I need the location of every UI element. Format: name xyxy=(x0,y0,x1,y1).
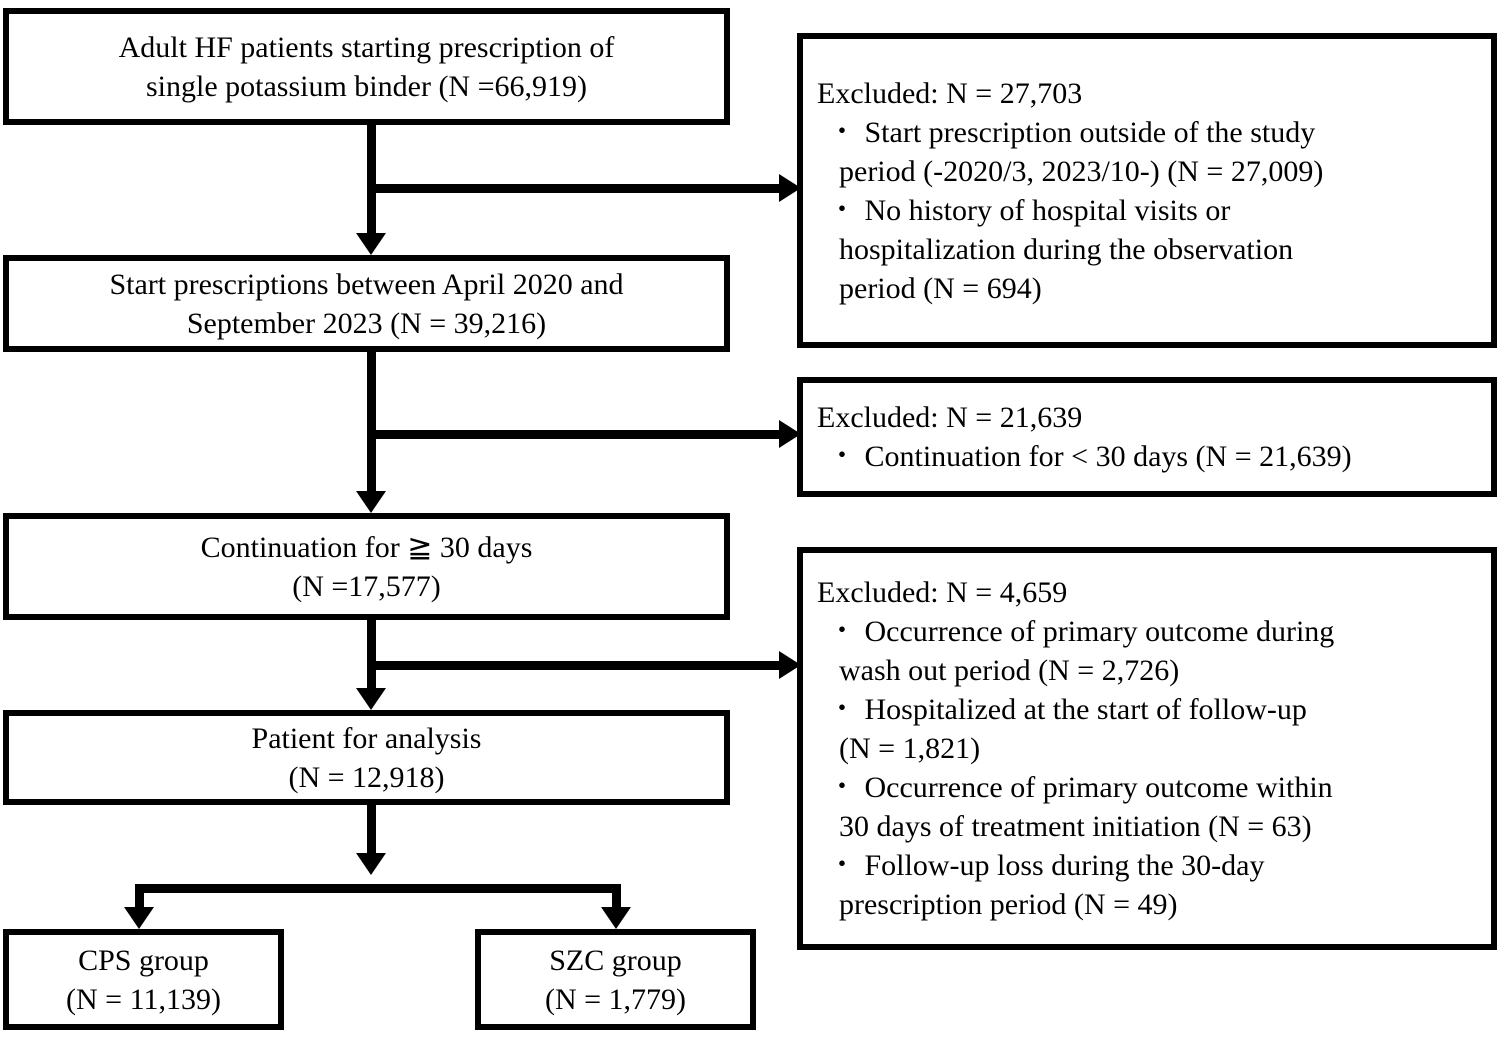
exclusion-bullet-continuation: 30 days of treatment initiation (N = 63) xyxy=(839,810,1312,843)
connector-arrow-right-3 xyxy=(779,651,801,679)
flow-box-line: (N = 12,918) xyxy=(288,760,445,794)
group-box-line: SZC group xyxy=(549,943,682,977)
exclusion-bullet xyxy=(803,191,1230,230)
connector-branch-2 xyxy=(367,430,779,439)
bullet-glyph: ・ xyxy=(827,193,857,227)
exclusion-heading: Excluded: N = 4,659 xyxy=(817,576,1068,609)
bullet-glyph: ・ xyxy=(827,693,857,726)
exclusion-bullet-continuation: wash out period (N = 2,726) xyxy=(839,654,1180,687)
exclusion-heading: Excluded: N = 27,703 xyxy=(817,76,1083,110)
connector-arrow-down-szc xyxy=(601,907,631,929)
connector-arrow-down-1 xyxy=(356,233,386,255)
connector-trunk-2 xyxy=(367,352,376,491)
bullet-glyph: ・ xyxy=(827,440,857,473)
group-box-line: (N = 11,139) xyxy=(66,982,221,1016)
connector-branch-1 xyxy=(367,184,779,193)
exclusion-bullet-continuation: period (-2020/3, 2023/10-) (N = 27,009) xyxy=(839,154,1324,188)
exclusion-bullet-text: Follow-up loss during the 30-day xyxy=(864,849,1265,882)
exclusion-box-2 xyxy=(797,377,1497,497)
group-box-line: CPS group xyxy=(78,943,209,977)
group-box-cps xyxy=(3,929,284,1030)
flow-box-cohort-source xyxy=(3,8,730,125)
flow-box-line: Patient for analysis xyxy=(251,721,482,755)
flow-box-study-period xyxy=(3,255,730,352)
exclusion-box-3 xyxy=(797,547,1497,950)
flow-box-line: Adult HF patients starting prescription of xyxy=(118,30,615,64)
group-box-szc xyxy=(475,929,756,1030)
exclusion-bullet-text: No history of hospital visits or xyxy=(864,193,1231,227)
bullet-glyph: ・ xyxy=(827,849,857,882)
connector-trunk-3 xyxy=(367,620,376,688)
connector-arrow-down-3 xyxy=(356,688,386,710)
group-box-line: (N = 1,779) xyxy=(544,982,687,1016)
connector-branch-3 xyxy=(367,661,779,670)
flow-box-line: Continuation for ≧ 30 days xyxy=(200,530,533,564)
connector-split-bar xyxy=(135,884,621,893)
exclusion-heading: Excluded: N = 21,639 xyxy=(817,401,1083,434)
bullet-glyph: ・ xyxy=(827,115,857,149)
exclusion-bullet xyxy=(803,612,1334,651)
exclusion-bullet xyxy=(803,113,1315,152)
bullet-glyph: ・ xyxy=(827,615,857,648)
exclusion-bullet xyxy=(803,768,1333,807)
flow-box-line: September 2023 (N = 39,216) xyxy=(186,306,547,340)
exclusion-bullet-continuation: period (N = 694) xyxy=(839,271,1042,305)
connector-branch-cps xyxy=(135,884,144,907)
connector-arrow-down-cps xyxy=(124,907,154,929)
connector-branch-szc xyxy=(612,884,621,907)
exclusion-bullet-text: Hospitalized at the start of follow-up xyxy=(864,693,1307,726)
exclusion-bullet-text: Continuation for < 30 days (N = 21,639) xyxy=(864,440,1352,473)
flow-box-line: Start prescriptions between April 2020 and xyxy=(109,267,624,301)
connector-arrow-down-4 xyxy=(356,853,386,875)
exclusion-bullet xyxy=(803,437,1352,476)
bullet-glyph: ・ xyxy=(827,771,857,804)
flow-box-line: (N =17,577) xyxy=(292,569,441,603)
exclusion-box-1 xyxy=(797,33,1497,348)
flow-box-line: single potassium binder (N =66,919) xyxy=(145,69,588,103)
flow-box-analysis-population xyxy=(3,710,730,805)
exclusion-bullet-continuation: hospitalization during the observation xyxy=(839,232,1294,266)
connector-arrow-right-1 xyxy=(779,174,801,202)
connector-trunk-1 xyxy=(367,125,376,233)
exclusion-bullet-text: Start prescription outside of the study xyxy=(864,115,1316,149)
exclusion-bullet-continuation: prescription period (N = 49) xyxy=(839,888,1178,921)
exclusion-bullet-text: Occurrence of primary outcome within xyxy=(864,771,1333,804)
connector-trunk-4 xyxy=(367,805,376,853)
connector-arrow-right-2 xyxy=(779,420,801,448)
exclusion-bullet-text: Occurrence of primary outcome during xyxy=(864,615,1335,648)
exclusion-bullet xyxy=(803,846,1264,885)
connector-arrow-down-2 xyxy=(356,491,386,513)
flow-box-continuation xyxy=(3,513,730,620)
exclusion-bullet-continuation: (N = 1,821) xyxy=(839,732,981,765)
exclusion-bullet xyxy=(803,690,1307,729)
